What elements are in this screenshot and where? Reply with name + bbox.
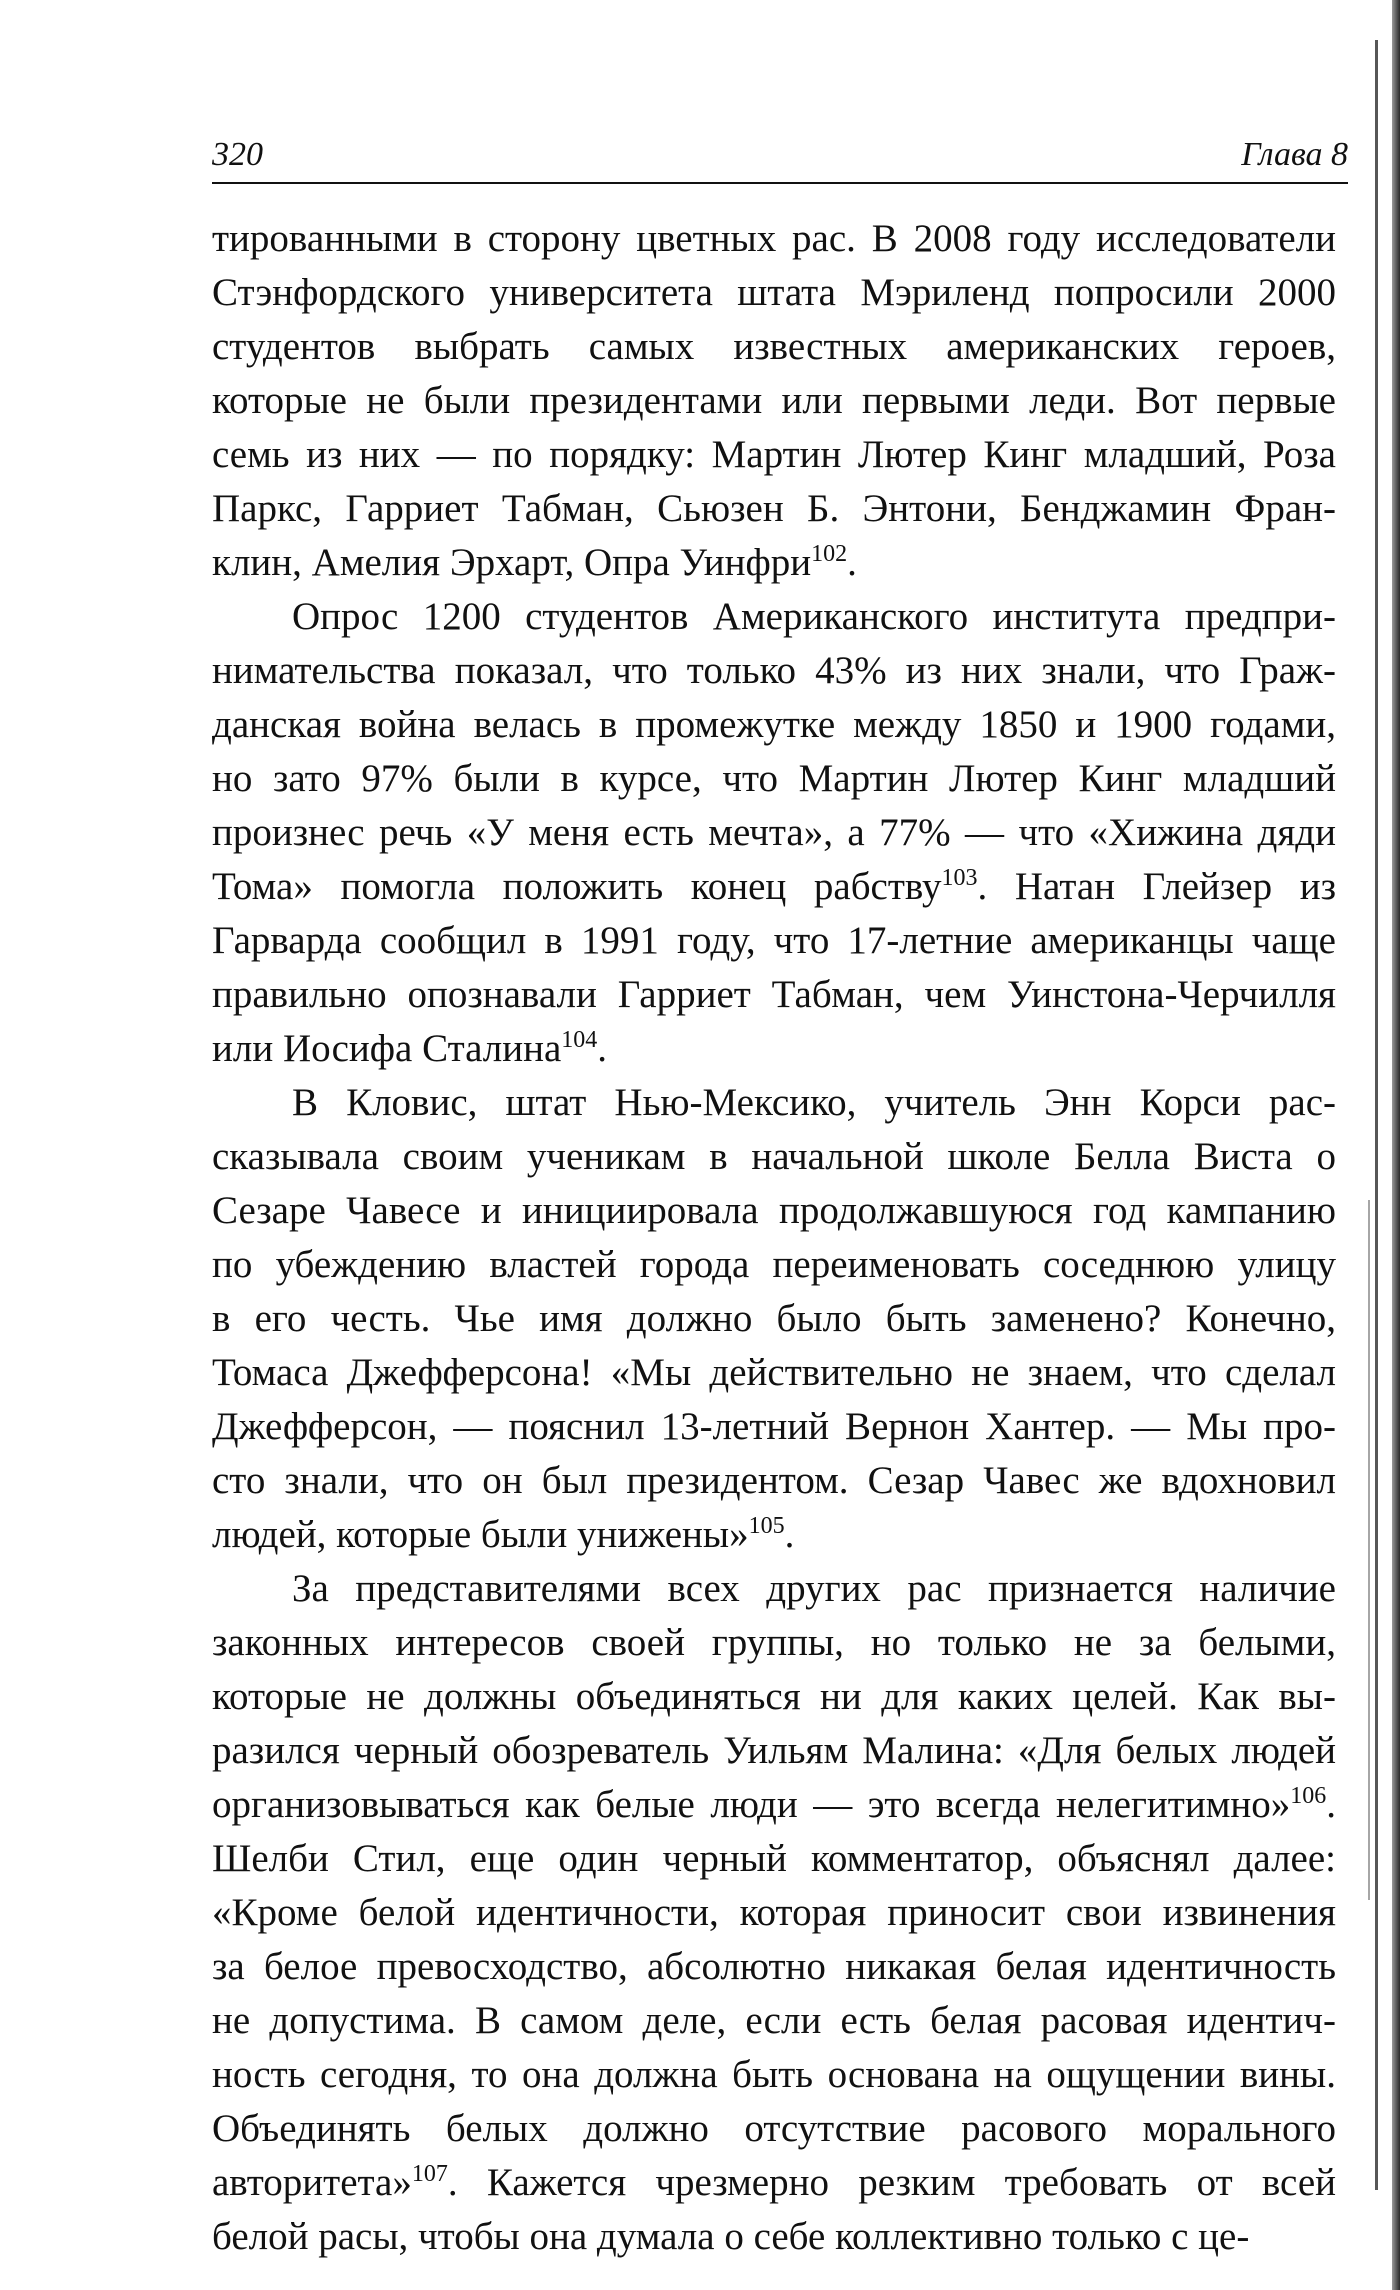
line-text: за белое превосходство, абсолютно никакая белая идентичность bbox=[212, 1945, 1336, 1988]
line-text: За представителями всех других рас признается наличие bbox=[292, 1567, 1336, 1610]
text-line bbox=[212, 1022, 1336, 1076]
text-line bbox=[212, 1130, 1336, 1184]
line-text-continuation: . bbox=[597, 1027, 608, 1070]
line-text: Гарварда сообщил в 1991 году, что 17-летние американцы чаще bbox=[212, 919, 1336, 962]
text-line bbox=[212, 644, 1336, 698]
chapter-label: Глава 8 bbox=[1241, 136, 1348, 173]
text-line bbox=[212, 1724, 1336, 1778]
text-line bbox=[212, 2048, 1336, 2102]
footnote-marker: 105 bbox=[748, 1513, 785, 1539]
text-line bbox=[212, 212, 1336, 266]
line-text: по убеждению властей города переименовать соседнюю улицу bbox=[212, 1243, 1336, 1286]
text-line bbox=[212, 1940, 1336, 1994]
line-text: Стэнфордского университета штата Мэриленд попросили 2000 bbox=[212, 271, 1336, 314]
text-line bbox=[212, 1616, 1336, 1670]
text-line bbox=[212, 1076, 1336, 1130]
line-text: тированными в сторону цветных рас. В 2008 году исследователи bbox=[212, 217, 1336, 260]
text-line bbox=[212, 914, 1336, 968]
line-text: которые не были президентами или первыми леди. Вот первые bbox=[212, 379, 1336, 422]
line-text: организовываться как белые люди — это всегда нелегитимно» bbox=[212, 1783, 1291, 1826]
line-text-continuation: . bbox=[847, 541, 857, 584]
page-number: 320 bbox=[212, 136, 263, 173]
text-line bbox=[212, 1238, 1336, 1292]
paragraph bbox=[212, 1562, 1336, 2264]
footnote-marker: 104 bbox=[561, 1027, 598, 1053]
text-line bbox=[212, 536, 1336, 590]
line-text: клин, Амелия Эрхарт, Опра Уинфри bbox=[212, 541, 812, 584]
text-line bbox=[212, 1886, 1336, 1940]
line-text-continuation: . Кажется чрезмерно резким требовать от всей bbox=[447, 2161, 1336, 2204]
line-text: не допустима. В самом деле, если есть белая расовая идентич- bbox=[212, 1999, 1336, 2042]
footnote-marker: 106 bbox=[1290, 1783, 1327, 1809]
line-text: людей, которые были унижены» bbox=[212, 1513, 749, 1556]
text-line bbox=[212, 1670, 1336, 1724]
line-text-continuation: . bbox=[784, 1513, 795, 1556]
text-line bbox=[212, 266, 1336, 320]
footnote-marker: 103 bbox=[941, 865, 978, 891]
text-line bbox=[212, 1994, 1336, 2048]
text-line bbox=[212, 2210, 1336, 2264]
line-text: семь из них — по порядку: Мартин Лютер Кинг младший, Роза bbox=[212, 433, 1336, 476]
text-line bbox=[212, 1454, 1336, 1508]
footnote-marker: 102 bbox=[811, 541, 848, 567]
line-text-continuation: . Натан Глейзер из bbox=[977, 865, 1336, 908]
line-text: «Кроме белой идентичности, которая приносит свои извинения bbox=[212, 1891, 1336, 1934]
line-text: Томаса Джефферсона! «Мы действительно не знаем, что сделал bbox=[212, 1351, 1336, 1394]
text-line bbox=[212, 374, 1336, 428]
line-text: правильно опознавали Гарриет Табман, чем Уинстона-Черчилля bbox=[212, 973, 1336, 1016]
paragraph bbox=[212, 1076, 1336, 1562]
text-line bbox=[212, 482, 1336, 536]
body-text bbox=[212, 212, 1336, 2264]
text-line bbox=[212, 698, 1336, 752]
line-text: авторитета» bbox=[212, 2161, 412, 2204]
text-line bbox=[212, 968, 1336, 1022]
running-head bbox=[212, 130, 1348, 184]
text-line bbox=[212, 1832, 1336, 1886]
text-line bbox=[212, 2102, 1336, 2156]
gutter-edge-line-secondary bbox=[1368, 1200, 1370, 1900]
footnote-marker: 107 bbox=[411, 2161, 448, 2187]
line-text: в его честь. Чье имя должно было быть заменено? Конечно, bbox=[212, 1297, 1336, 1340]
page-gutter-shadow bbox=[1392, 0, 1400, 2290]
line-text: данская война велась в промежутке между 1850 и 1900 годами, bbox=[212, 703, 1336, 746]
text-line bbox=[212, 1346, 1336, 1400]
line-text: которые не должны объединяться ни для каких целей. Как вы- bbox=[212, 1675, 1336, 1718]
text-line bbox=[212, 1778, 1336, 1832]
line-text: но зато 97% были в курсе, что Мартин Лютер Кинг младший bbox=[212, 757, 1336, 800]
text-line bbox=[212, 1292, 1336, 1346]
paragraph bbox=[212, 590, 1336, 1076]
line-text: или Иосифа Сталина bbox=[212, 1027, 562, 1070]
line-text: произнес речь «У меня есть мечта», а 77% — что «Хижина дяди bbox=[212, 811, 1336, 854]
line-text: нимательства показал, что только 43% из них знали, что Граж- bbox=[212, 649, 1336, 692]
text-line bbox=[212, 2156, 1336, 2210]
line-text: белой расы, чтобы она думала о себе коллективно только с це- bbox=[212, 2215, 1250, 2258]
paragraph bbox=[212, 212, 1336, 590]
line-text: Тома» помогла положить конец рабству bbox=[212, 865, 942, 908]
text-line bbox=[212, 752, 1336, 806]
line-text: сказывала своим ученикам в начальной школе Белла Виста о bbox=[212, 1135, 1336, 1178]
line-text: разился черный обозреватель Уильям Малина: «Для белых людей bbox=[212, 1729, 1336, 1772]
line-text: ность сегодня, то она должна быть основана на ощущении вины. bbox=[212, 2053, 1336, 2096]
line-text-continuation: . bbox=[1326, 1783, 1336, 1826]
text-line bbox=[212, 428, 1336, 482]
text-line bbox=[212, 806, 1336, 860]
text-line bbox=[212, 1400, 1336, 1454]
line-text: сто знали, что он был президентом. Сезар Чавес же вдохновил bbox=[212, 1459, 1336, 1502]
line-text: студентов выбрать самых известных американских героев, bbox=[212, 325, 1336, 368]
text-line bbox=[212, 860, 1336, 914]
line-text: Шелби Стил, еще один черный комментатор, объяснял далее: bbox=[212, 1837, 1336, 1880]
text-line bbox=[212, 1508, 1336, 1562]
text-line bbox=[212, 1562, 1336, 1616]
line-text: В Кловис, штат Нью-Мексико, учитель Энн Корси рас- bbox=[292, 1081, 1336, 1124]
text-line bbox=[212, 1184, 1336, 1238]
line-text: Сезаре Чавесе и инициировала продолжавшуюся год кампанию bbox=[212, 1189, 1336, 1232]
text-line bbox=[212, 590, 1336, 644]
line-text: Опрос 1200 студентов Американского института предпри- bbox=[292, 595, 1336, 638]
gutter-edge-line bbox=[1375, 40, 1378, 2190]
text-line bbox=[212, 320, 1336, 374]
line-text: Паркс, Гарриет Табман, Сьюзен Б. Энтони, Бенджамин Фран- bbox=[212, 487, 1336, 530]
line-text: законных интересов своей группы, но только не за белыми, bbox=[212, 1621, 1336, 1664]
line-text: Объединять белых должно отсутствие расового морального bbox=[212, 2107, 1336, 2150]
line-text: Джефферсон, — пояснил 13-летний Вернон Хантер. — Мы про- bbox=[212, 1405, 1336, 1448]
